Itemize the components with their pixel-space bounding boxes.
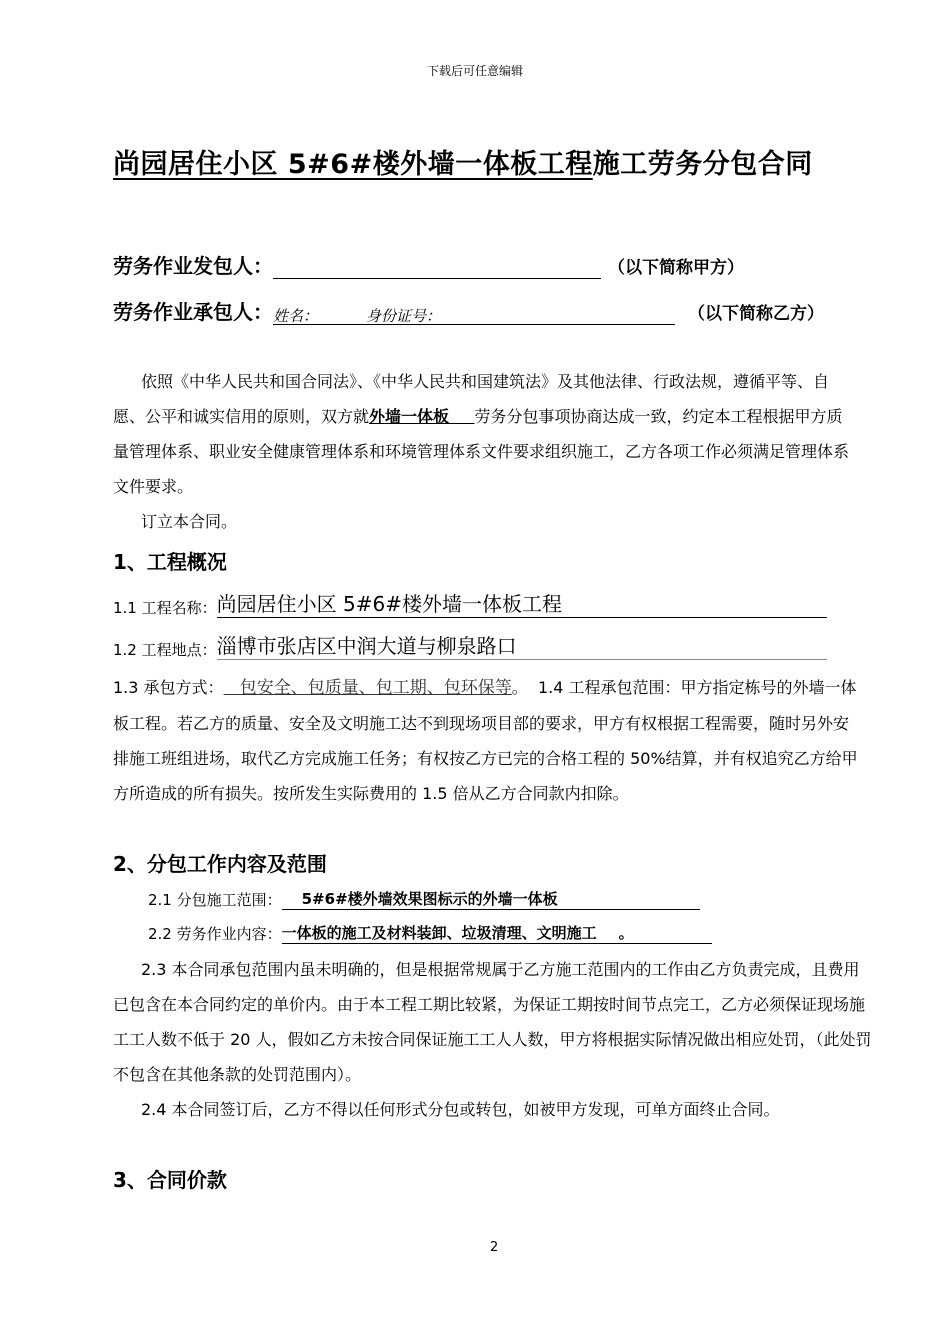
header-note: 下载后可任意编辑 bbox=[426, 64, 523, 78]
intro-conclusion: 订立本合同。 bbox=[141, 512, 238, 531]
party-b-id-label: 身份证号： bbox=[366, 307, 442, 325]
party-a-note: （以下简称甲方） bbox=[607, 258, 744, 278]
work-content-end: 。 bbox=[618, 924, 634, 942]
page-number: 2 bbox=[490, 1240, 499, 1255]
intro-subject: 外墙一体板 bbox=[369, 407, 450, 426]
scope-field[interactable] bbox=[282, 888, 700, 910]
scope-value: 5#6#楼外墙效果图标示的外墙一体板 bbox=[301, 890, 558, 908]
clause-2-3-text: 2.3 本合同承包范围内虽未明确的，但是根据常规属于乙方施工范围内的工作由乙方负责完成，且费用已包含在本合同约定的单价内。由于本工程工期比较紧，为保证工期按时间节点完工，乙方必须保证现场施工工人数不低于 20 人，假如乙方未按合同保证施工工人人数，甲方将根据实际情况做出相应处罚，（此处罚不包含在其他条款的处罚范围内）。 bbox=[113, 960, 872, 1084]
work-content-label: 2.2 劳务作业内容： bbox=[148, 925, 282, 943]
work-content-field[interactable] bbox=[282, 922, 712, 944]
intro-text-b: 劳务分包事项协商达成一致，约定本工程根据甲方质量管理体系、职业安全健康管理体系和环境管理体系文件要求组织施工，乙方各项工作必须满足管理体系文件要求。 bbox=[113, 407, 850, 496]
project-location-value: 淄博市张店区中润大道与柳泉路口 bbox=[216, 634, 517, 658]
scope-label: 2.1 分包施工范围： bbox=[148, 891, 282, 909]
project-location-field[interactable] bbox=[217, 630, 827, 660]
section-2-title: 2、分包工作内容及范围 bbox=[113, 852, 327, 876]
party-a-row bbox=[113, 250, 744, 279]
section-1-title: 1、工程概况 bbox=[113, 550, 227, 574]
project-name-field[interactable] bbox=[217, 588, 827, 618]
party-a-label: 劳务作业发包人： bbox=[113, 254, 273, 278]
contract-mode-paragraph bbox=[113, 670, 858, 811]
project-location-row bbox=[113, 630, 827, 660]
party-a-blank[interactable] bbox=[273, 256, 601, 279]
clause-2-4 bbox=[113, 1092, 858, 1127]
project-name-value: 尚园居住小区 5#6#楼外墙一体板工程 bbox=[216, 592, 562, 616]
party-b-label: 劳务作业承包人： bbox=[113, 300, 273, 324]
work-content-row bbox=[148, 922, 712, 944]
contract-mode-label: 1.3 承包方式： bbox=[113, 678, 224, 697]
intro-text-a: 依照《中华人民共和国合同法》、《中华人民共和国建筑法》及其他法律、行政法规，遵循平等、自愿、公平和诚实信用的原则，双方就 bbox=[113, 372, 830, 426]
contract-scope-text: 1.4 工程承包范围：甲方指定栋号的外墙一体板工程。若乙方的质量、安全及文明施工达不到现场项目部的要求，甲方有权根据工程需要，随时另外安排施工班组进场，取代乙方完成施工任务；有权按乙方已完的合格工程的 50%结算，并有权追究乙方给甲方所造成的所有损失。按所发生实际费用的 1.5 倍从乙方合同款内扣除。 bbox=[113, 678, 858, 803]
contract-mode-end: 。 bbox=[511, 678, 528, 697]
clause-2-4-text: 2.4 本合同签订后，乙方不得以任何形式分包或转包，如被甲方发现，可单方面终止合同。 bbox=[141, 1100, 780, 1119]
scope-row bbox=[148, 888, 700, 910]
party-b-blank[interactable] bbox=[273, 302, 675, 325]
clause-2-3 bbox=[113, 952, 873, 1092]
title-rest: 施工劳务分包合同 bbox=[592, 149, 813, 180]
party-b-name-label: 姓名： bbox=[273, 307, 319, 325]
title-underlined-part: 尚园居住小区 5#6#楼外墙一体板工程 bbox=[113, 149, 593, 180]
section-3-title: 3、合同价款 bbox=[113, 1168, 227, 1192]
intro-paragraph bbox=[113, 364, 858, 539]
project-name-label: 1.1 工程名称： bbox=[113, 599, 217, 617]
project-name-row bbox=[113, 588, 827, 618]
project-location-label: 1.2 工程地点： bbox=[113, 641, 217, 659]
document-title bbox=[113, 142, 813, 181]
party-b-row bbox=[113, 296, 824, 325]
party-b-note: （以下简称乙方） bbox=[687, 304, 824, 324]
work-content-value: 一体板的施工及材料装卸、垃圾清理、文明施工 bbox=[281, 924, 597, 942]
contract-mode-value: 包安全、包质量、包工期、包环保等 bbox=[239, 678, 512, 698]
